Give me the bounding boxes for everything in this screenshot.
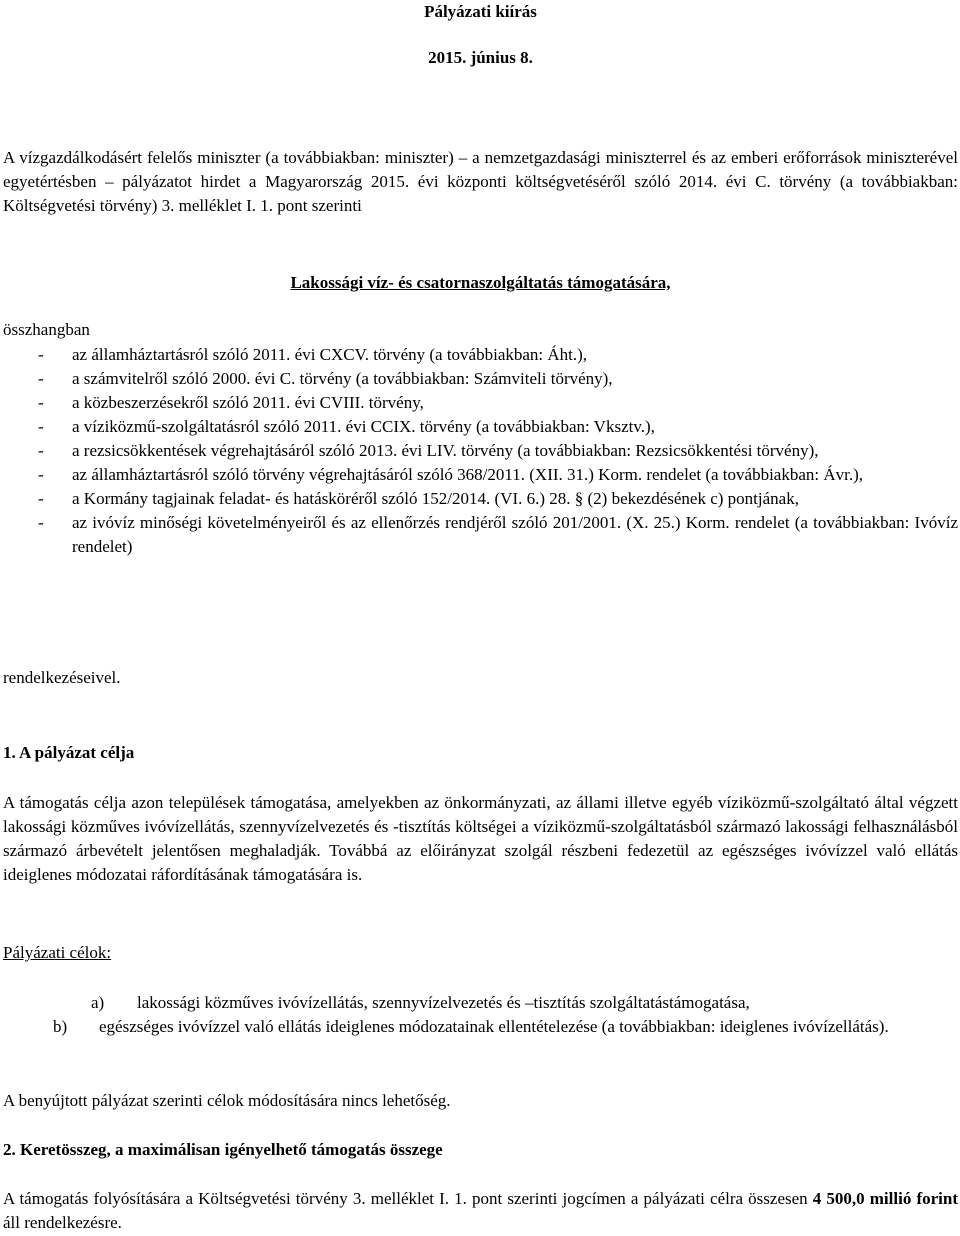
section1-body: A támogatás célja azon települések támogatása, amelyekben az önkormányzati, az állami illetve egyéb víziközmű-szolgáltató által végzett lakossági közműves ivóvízellátás, szennyvízelvezetés és -tisztítás költségei a víziközmű-szolgáltatásból származó lakossági felhasználásból származó árbevételt jelentősen meghaladják. Továbbá az előirányzat szolgál részbeni fedezetül az egészséges ivóvízzel való ellátás ideiglenes módozatai ráfordításának támogatására is. <box>3 793 958 884</box>
document-date: 2015. június 8. <box>428 48 533 67</box>
subject-heading: Lakossági víz- és csatornaszolgáltatás támogatására, <box>290 273 671 292</box>
section1-note: A benyújtott pályázat szerinti célok módosítására nincs lehetőség. <box>3 1091 451 1110</box>
list-item: b) egészséges ivóvízzel való ellátás ideiglenes módozatainak ellentételezése (a továbbiakban: ideiglenes ivóvízellátás). <box>53 1017 889 1036</box>
goals-list <box>3 991 958 1039</box>
goals-label: Pályázati célok: <box>3 943 112 962</box>
closing-text: rendelkezéseivel. <box>3 668 121 687</box>
intro-paragraph: A vízgazdálkodásért felelős miniszter (a továbbiakban: miniszter) – a nemzetgazdasági miniszterrel és az emberi erőforrások miniszterével egyetértésben – pályázatot hirdet a Magyarország 2015. évi központi költségvetéséről szóló 2014. évi C. törvény (a továbbiakban: Költségvetési törvény) 3. melléklet I. 1. pont szerinti <box>3 148 958 215</box>
laws-list <box>3 343 958 559</box>
list-item: - az államháztartásról szóló 2011. évi CXCV. törvény (a továbbiakban: Áht.), <box>38 345 588 364</box>
section2-heading: 2. Keretösszeg, a maximálisan igényelhető támogatás összege <box>3 1140 443 1159</box>
amount-text: 4 500,0 millió forint <box>812 1189 958 1208</box>
list-item: - az államháztartásról szóló törvény végrehajtásáról szóló 368/2011. (XII. 31.) Korm. rendelet (a továbbiakban: Ávr.), <box>38 465 864 484</box>
document-title: Pályázati kiírás <box>424 2 537 21</box>
list-item: - a közbeszerzésekről szóló 2011. évi CVIII. törvény, <box>38 393 424 412</box>
harmony-label: összhangban <box>3 320 90 339</box>
list-item: - az ivóvíz minőségi követelményeiről és az ellenőrzés rendjéről szóló 201/2001. (X. 25.) Korm. rendelet (a továbbiakban: Ivóvíz rendelet) <box>38 513 958 556</box>
section2-body: A támogatás folyósítására a Költségvetési törvény 3. melléklet I. 1. pont szerinti jogcímen a pályázati célra összesen 4 500,0 millió forint áll rendelkezésre. <box>3 1189 958 1232</box>
list-item: a) lakossági közműves ivóvízellátás, szennyvízelvezetés és –tisztítás szolgáltatástámogatása, <box>91 993 750 1012</box>
section1-heading: 1. A pályázat célja <box>3 743 135 762</box>
list-item: - a rezsicsökkentések végrehajtásáról szóló 2013. évi LIV. törvény (a továbbiakban: Rezsicsökkentési törvény), <box>38 441 819 460</box>
list-item: - a Kormány tagjainak feladat- és hatásköréről szóló 152/2014. (VI. 6.) 28. § (2) bekezdésének c) pontjának, <box>38 489 799 508</box>
list-item: - a számvitelről szóló 2000. évi C. törvény (a továbbiakban: Számviteli törvény), <box>38 369 613 388</box>
list-item: - a víziközmű-szolgáltatásról szóló 2011. évi CCIX. törvény (a továbbiakban: Vksztv.), <box>38 417 655 436</box>
